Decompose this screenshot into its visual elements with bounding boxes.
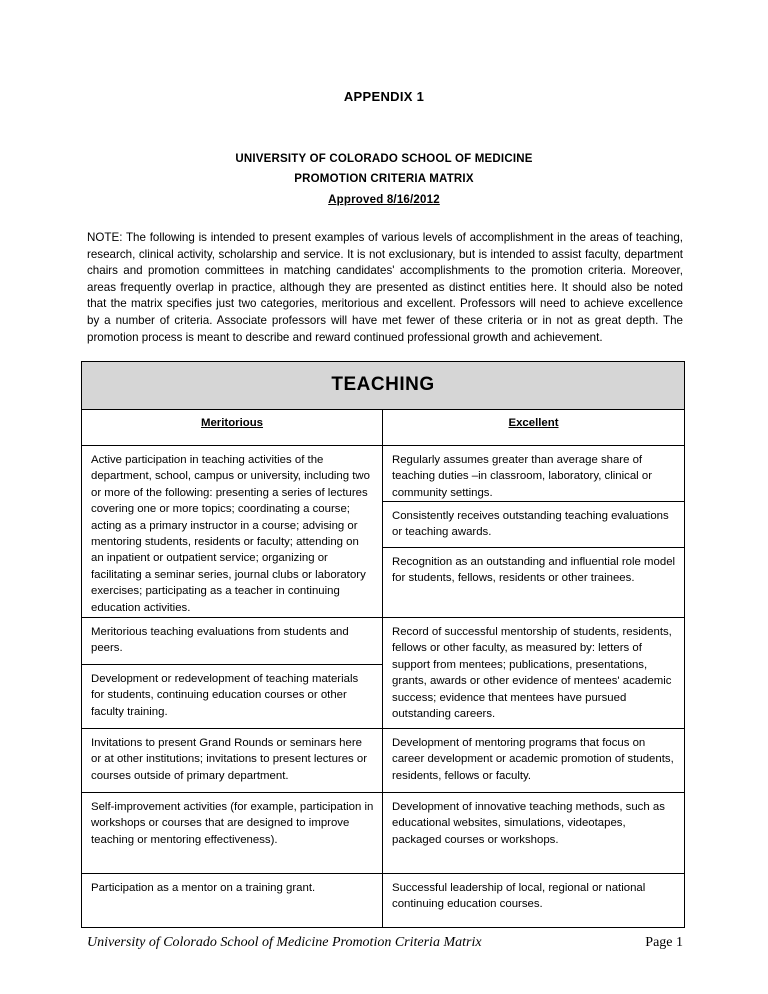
matrix-column-headers	[82, 410, 684, 446]
criteria-cell: Development of mentoring programs that focus on career development or academic promotion of students, residents, fellows or faculty.	[383, 729, 684, 793]
criteria-cell: Successful leadership of local, regional or national continuing education courses.	[392, 882, 646, 911]
criteria-cell: Active participation in teaching activities of the department, school, campus or university, including two or more of the following: presenting a series of lectures covering one or more topics; coordinating a course; acting as a primary instructor in a course; advising or mentoring students, residents or faculty; attending on an inpatient or outpatient service; organizing or facilitating a seminar series, journal clubs or laboratory exercises; participating as a teacher in continuing education activities.	[82, 446, 382, 618]
criteria-cell: Recognition as an outstanding and influential role model for students, fellows, residents or other trainees.	[383, 548, 684, 618]
criteria-cell: Invitations to present Grand Rounds or seminars here or at other institutions; invitations to present lectures or courses outside of primary department.	[82, 729, 382, 793]
excellent-column	[383, 446, 684, 927]
column-header-meritorious	[82, 410, 383, 445]
criteria-cell: Consistently receives outstanding teaching evaluations or teaching awards.	[383, 502, 684, 548]
criteria-cell: Regularly assumes greater than average share of teaching duties –in classroom, laboratory, clinical or community settings.	[383, 446, 684, 502]
column-header-meritorious-label: Meritorious	[200, 417, 264, 429]
promotion-criteria-matrix	[81, 361, 685, 928]
document-subtitle: PROMOTION CRITERIA MATRIX	[294, 173, 474, 185]
criteria-cell: Meritorious teaching evaluations from students and peers.	[82, 618, 382, 665]
meritorious-column	[82, 446, 383, 927]
note-paragraph: NOTE: The following is intended to present examples of various levels of accomplishment in the areas of teaching, research, clinical activity, scholarship and service. It is not exclusionary, but is intended to assist faculty, department chairs and promotion committees in matching candidates' accomplishments to the promotion criteria. Moreover, areas frequently overlap in practice, although they are presented as distinct entities here. It should also be noted that the matrix specifies just two categories, meritorious and excellent. Professors will need to achieve excellence by a number of criteria. Associate professors will have met fewer of these criteria or in not as great depth. The promotion process is meant to describe and reward continued professional growth and achievement.	[87, 231, 683, 344]
criteria-cell: Self-improvement activities (for example, participation in workshops or courses that are designed to improve teaching or mentoring effectiveness).	[82, 793, 382, 874]
criteria-cell: Development of innovative teaching methods, such as educational websites, simulations, videotapes, packaged courses or workshops.	[383, 793, 684, 874]
approved-date-line	[0, 190, 768, 210]
organization-name: UNIVERSITY OF COLORADO SCHOOL OF MEDICINE	[235, 153, 533, 165]
criteria-cell: Participation as a mentor on a training grant.	[91, 882, 316, 894]
matrix-section-title: TEACHING	[82, 362, 684, 410]
approved-date: Approved 8/16/2012	[328, 194, 440, 206]
column-header-excellent-label: Excellent	[508, 417, 559, 429]
criteria-cell: Record of successful mentorship of students, residents, fellows or other faculty, as measured by: letters of support from mentees; publications, presentations, grants, awards or other evidence of mentees' academic success; evidence that mentees have pursued outstanding careers.	[383, 618, 684, 729]
footer-document-title: University of Colorado School of Medicine Promotion Criteria Matrix	[87, 935, 482, 950]
page-footer	[87, 935, 683, 951]
matrix-body	[82, 446, 684, 927]
title-block	[0, 149, 768, 210]
footer-page-number: Page 1	[645, 935, 683, 950]
criteria-cell: Development or redevelopment of teaching materials for students, continuing education courses or other faculty training.	[82, 665, 382, 729]
column-header-excellent	[383, 410, 684, 445]
appendix-title: APPENDIX 1	[343, 89, 425, 104]
